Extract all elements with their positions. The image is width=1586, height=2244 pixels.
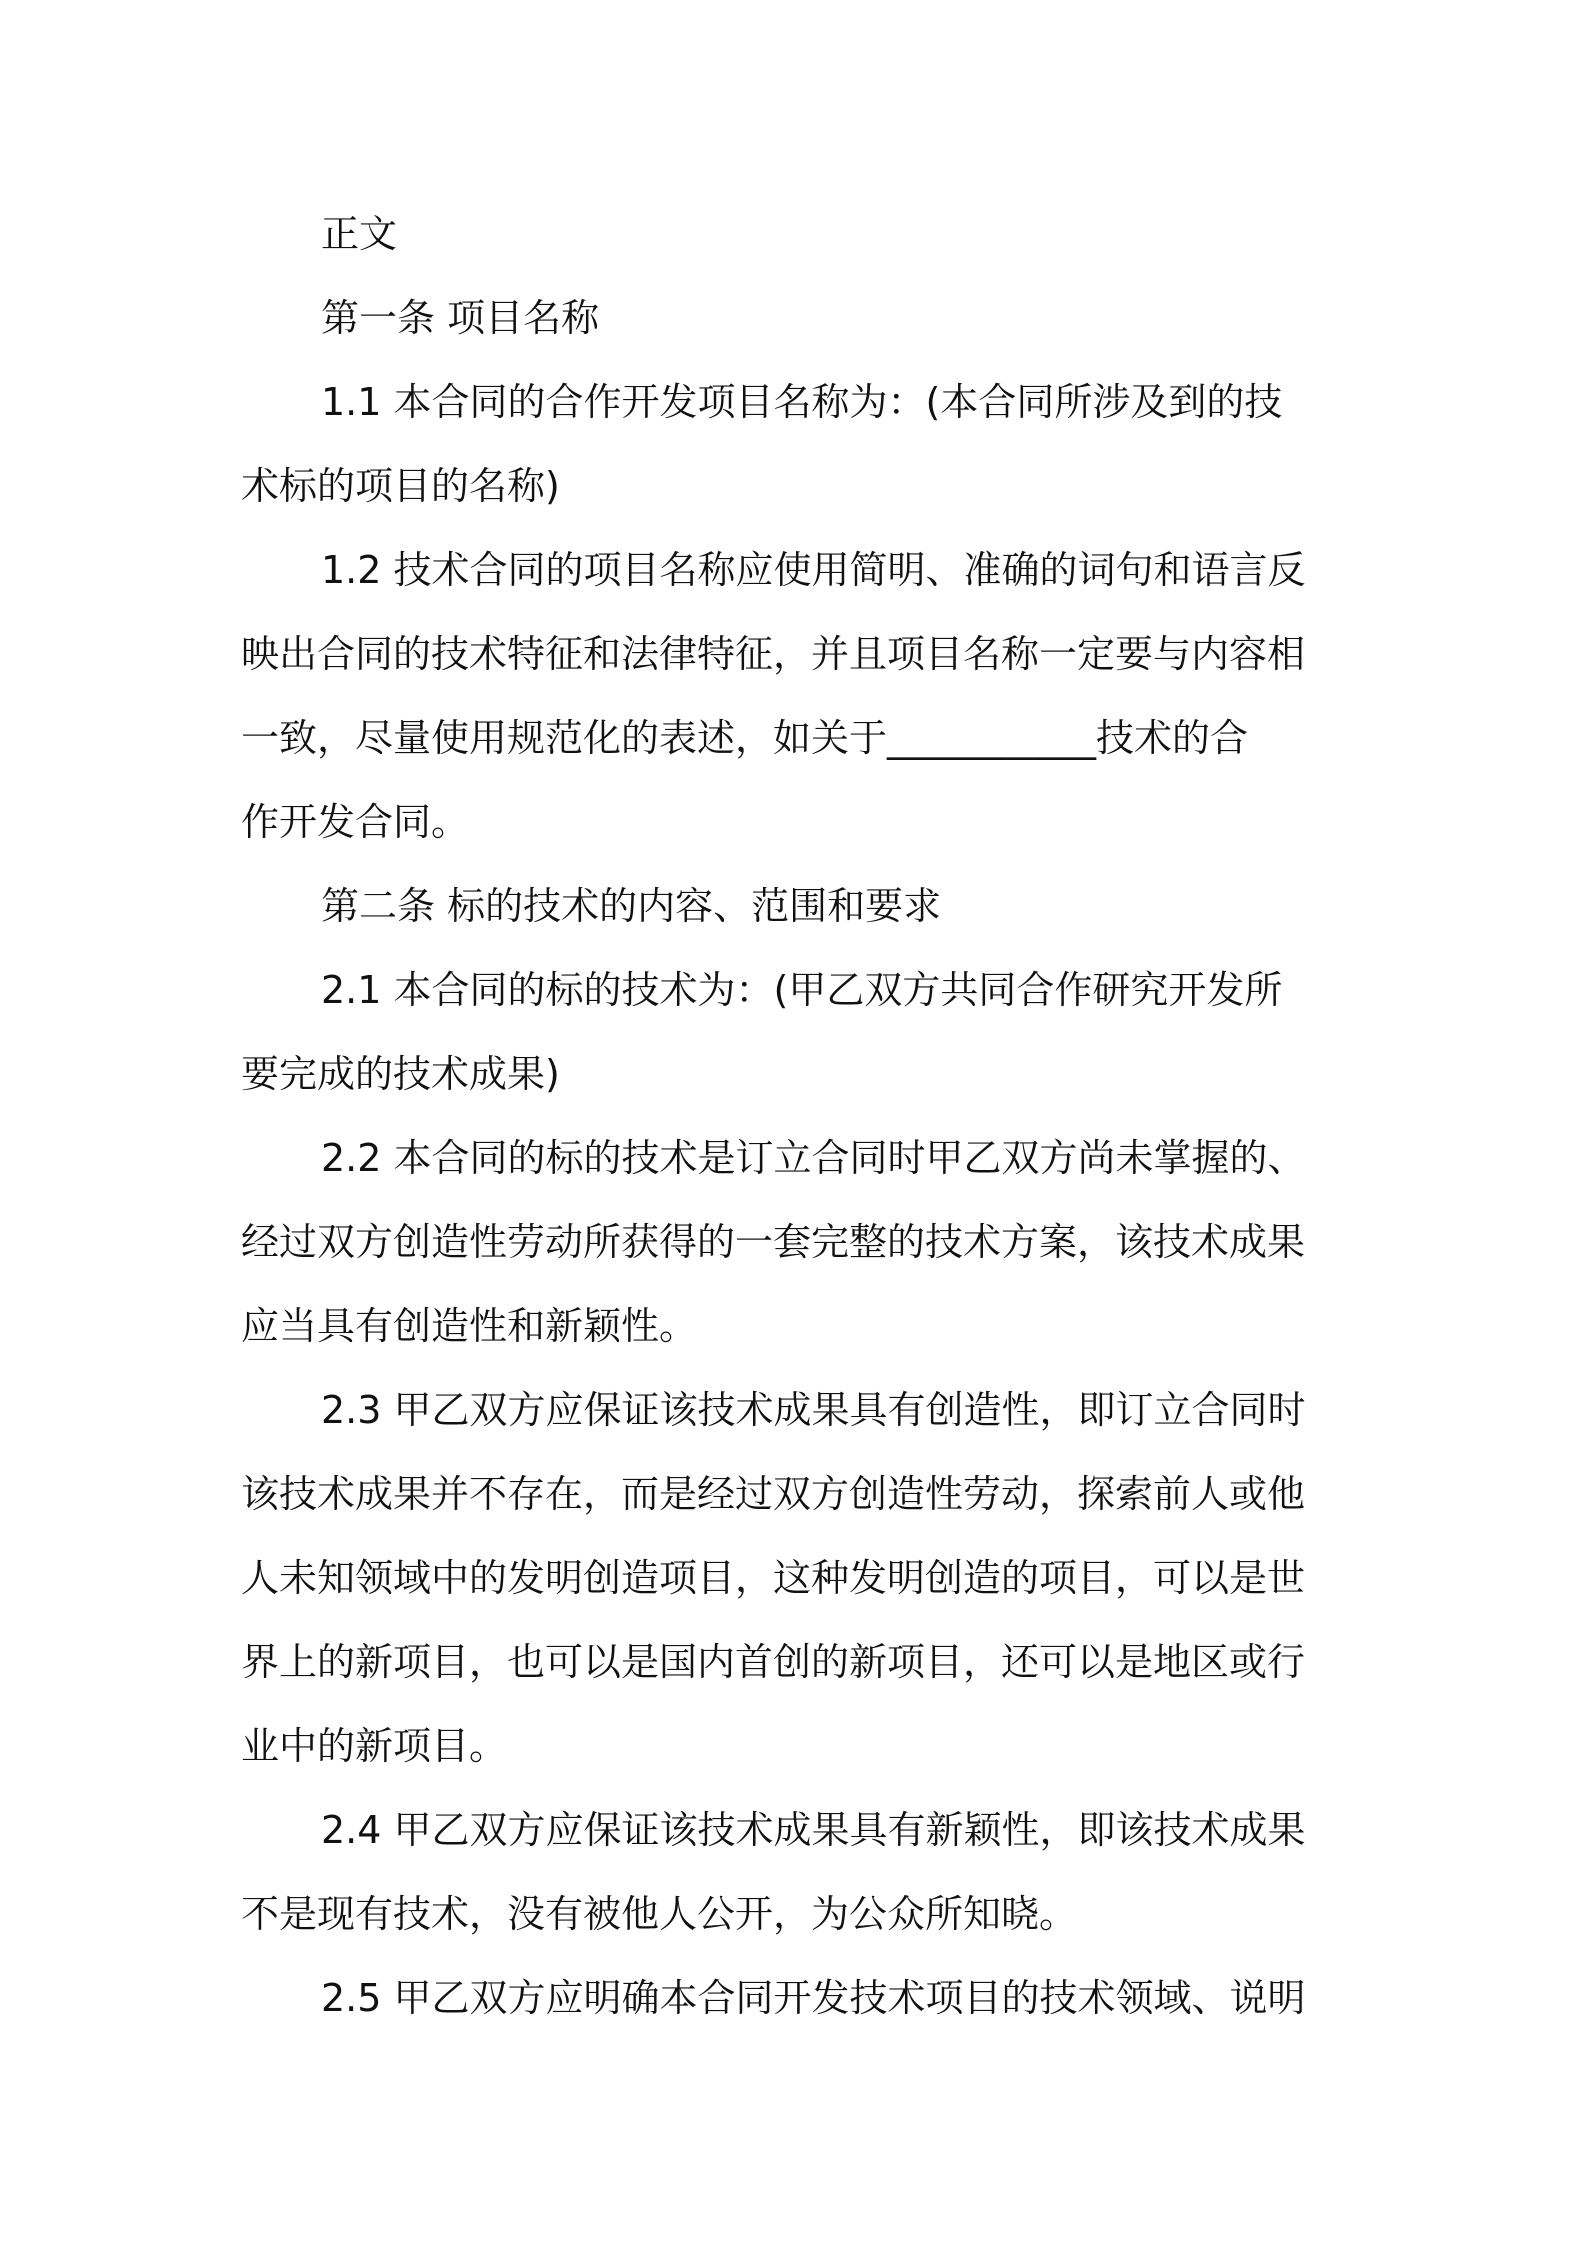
clause-2-3-line-5: 业中的新项目。 [241,1724,508,1768]
clause-2-2-line-2: 经过双方创造性劳动所获得的一套完整的技术方案，该技术成果 [241,1220,1306,1264]
clause-1-2-line-1: 1.2 技术合同的项目名称应使用简明、准确的词句和语言反 [321,548,1306,592]
clause-1-2-line-2: 映出合同的技术特征和法律特征，并且项目名称一定要与内容相 [241,632,1306,676]
clause-2-2-line-1: 2.2 本合同的标的技术是订立合同时甲乙双方尚未掌握的、 [321,1136,1306,1180]
section-heading-zhengwen: 正文 [321,212,398,256]
clause-2-5-line-1: 2.5 甲乙双方应明确本合同开发技术项目的技术领域、说明 [321,1976,1306,2020]
article-2-heading: 第二条 标的技术的内容、范围和要求 [321,884,942,928]
clause-2-4-line-1: 2.4 甲乙双方应保证该技术成果具有新颖性，即该技术成果 [321,1808,1306,1852]
clause-2-1-line-2: 要完成的技术成果) [241,1052,560,1096]
clause-1-1-line-2: 术标的项目的名称) [241,464,560,508]
clause-2-4-line-2: 不是现有技术，没有被他人公开，为公众所知晓。 [241,1892,1078,1936]
document-body [241,192,1355,2040]
clause-2-3-line-3: 人未知领域中的发明创造项目，这种发明创造的项目，可以是世 [241,1556,1306,1600]
clause-2-3-line-1: 2.3 甲乙双方应保证该技术成果具有创造性，即订立合同时 [321,1388,1306,1432]
clause-2-2-line-3: 应当具有创造性和新颖性。 [241,1304,698,1348]
clause-1-1-line-1: 1.1 本合同的合作开发项目名称为：(本合同所涉及到的技 [321,380,1283,424]
clause-2-1-line-1: 2.1 本合同的标的技术为：(甲乙双方共同合作研究开发所 [321,968,1283,1012]
article-1-heading: 第一条 项目名称 [321,296,600,340]
clause-2-3-line-4: 界上的新项目，也可以是国内首创的新项目，还可以是地区或行 [241,1640,1306,1684]
clause-2-3-line-2: 该技术成果并不存在，而是经过双方创造性劳动，探索前人或他 [241,1472,1306,1516]
clause-1-2-line-3: 一致，尽量使用规范化的表述，如关于___________技术的合 [241,716,1249,760]
clause-1-2-line-4: 作开发合同。 [241,800,470,844]
